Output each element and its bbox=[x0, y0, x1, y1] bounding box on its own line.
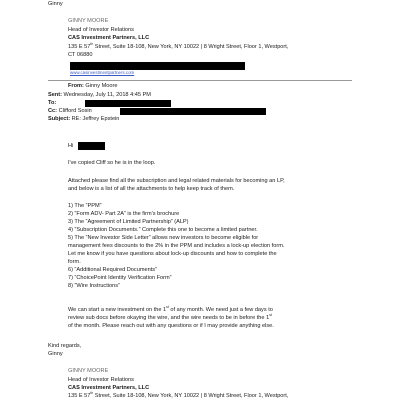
subject-row bbox=[48, 116, 119, 123]
signature-name: GINNY MOORE bbox=[68, 368, 109, 374]
from-label: From: bbox=[68, 83, 84, 89]
copied-line: I've copied Cliff so he is in the loop. bbox=[68, 160, 156, 166]
address-start: 135 E 57 bbox=[68, 44, 91, 50]
closing-line-2 bbox=[68, 315, 272, 322]
signature-address-line1 bbox=[68, 393, 288, 400]
closing-line-1 bbox=[68, 307, 273, 314]
address-rest: Street, Suite 18-108, New York, NY 10022 | 8 Wright Street, Floor 1, Westport, bbox=[93, 44, 289, 50]
list-item: management fees discounts to the 2% in the PPM and includes a lock-up election form. bbox=[68, 243, 285, 249]
signature-title: Head of Investor Relations bbox=[68, 377, 134, 383]
list-item: 3) The “Agreement of Limited Partnership” (ALP) bbox=[68, 219, 189, 225]
list-item: 1) The “PPM” bbox=[68, 203, 102, 209]
divider bbox=[48, 80, 352, 81]
list-item: 4) “Subscription Documents.” Complete this one to become a limited partner. bbox=[68, 227, 258, 233]
list-item: 2) “Form ADV- Part 2A” is the firm’s brochure bbox=[68, 211, 180, 217]
list-item: 6) “Additional Required Documents” bbox=[68, 267, 157, 273]
to-label: To: bbox=[48, 100, 57, 106]
signature-title: Head of Investor Relations bbox=[68, 27, 134, 33]
attached-line-1: Attached please find all the subscription and legal related materials for becoming an LP, bbox=[68, 178, 285, 184]
website-link[interactable]: www.casinvestmentpartners.com bbox=[70, 70, 135, 75]
list-item: 8) “Wire Instructions” bbox=[68, 283, 120, 289]
sent-label: Sent: bbox=[48, 92, 62, 98]
address-sup: th bbox=[90, 42, 94, 47]
sent-value: Wednesday, July 11, 2018 4:45 PM bbox=[63, 92, 151, 98]
redaction-block bbox=[85, 100, 171, 107]
signature-company: CAS Investment Partners, LLC bbox=[68, 35, 150, 41]
address-sup: th bbox=[90, 391, 94, 396]
signoff-line-2: Ginny bbox=[48, 351, 63, 357]
from-row bbox=[68, 83, 117, 90]
subject-label: Subject: bbox=[48, 116, 71, 122]
signature-address-line2: CT 06880 bbox=[68, 52, 93, 58]
redaction-block bbox=[78, 142, 105, 150]
closing-line-3: of the month. Please reach out with any questions or if I may provide anything else. bbox=[68, 323, 274, 329]
attached-line-2: and below is a list of all the attachments to help keep track of them. bbox=[68, 186, 235, 192]
signature-company: CAS Investment Partners, LLC bbox=[68, 385, 150, 391]
signature-address-line1 bbox=[68, 44, 288, 51]
subject-value: RE: Jeffrey Epstein bbox=[71, 116, 120, 122]
redaction-block bbox=[120, 108, 266, 115]
ordinal-sup: st bbox=[269, 313, 272, 318]
sent-row bbox=[48, 92, 151, 99]
from-value: Ginny Moore bbox=[85, 83, 118, 89]
ordinal-sup: st bbox=[166, 305, 169, 310]
closing-text: We can start a new investment on the 1 bbox=[68, 307, 167, 313]
cc-label: Cc: bbox=[48, 108, 58, 114]
cc-value: Clifford Sosin bbox=[58, 108, 92, 114]
list-item: form. bbox=[68, 259, 81, 265]
closing-text: of any month. We need just a few days to bbox=[168, 307, 273, 313]
list-item: 7) “ChoicePoint Identity Verification Form” bbox=[68, 275, 172, 281]
list-item: Let me know if you have questions about lock-up discounts and how to complete the bbox=[68, 251, 277, 257]
attachment-list bbox=[68, 203, 284, 290]
list-item: 5) The “New Investor Side Letter” allows new investors to become eligible for bbox=[68, 235, 259, 241]
closing-text: review sub docs before okaying the wire, and the wire needs to be in before the 1 bbox=[68, 315, 270, 321]
cc-row bbox=[48, 108, 92, 115]
greeting: Hi bbox=[68, 143, 74, 149]
signoff-line-1: Kind regards, bbox=[48, 343, 82, 349]
top-signoff: Ginny bbox=[48, 1, 63, 7]
signature-name: GINNY MOORE bbox=[68, 18, 109, 24]
address-start: 135 E 57 bbox=[68, 393, 91, 399]
address-rest: Street, Suite 18-108, New York, NY 10022 | 8 Wright Street, Floor 1, Westport, bbox=[93, 393, 289, 399]
redaction-block bbox=[70, 62, 245, 70]
